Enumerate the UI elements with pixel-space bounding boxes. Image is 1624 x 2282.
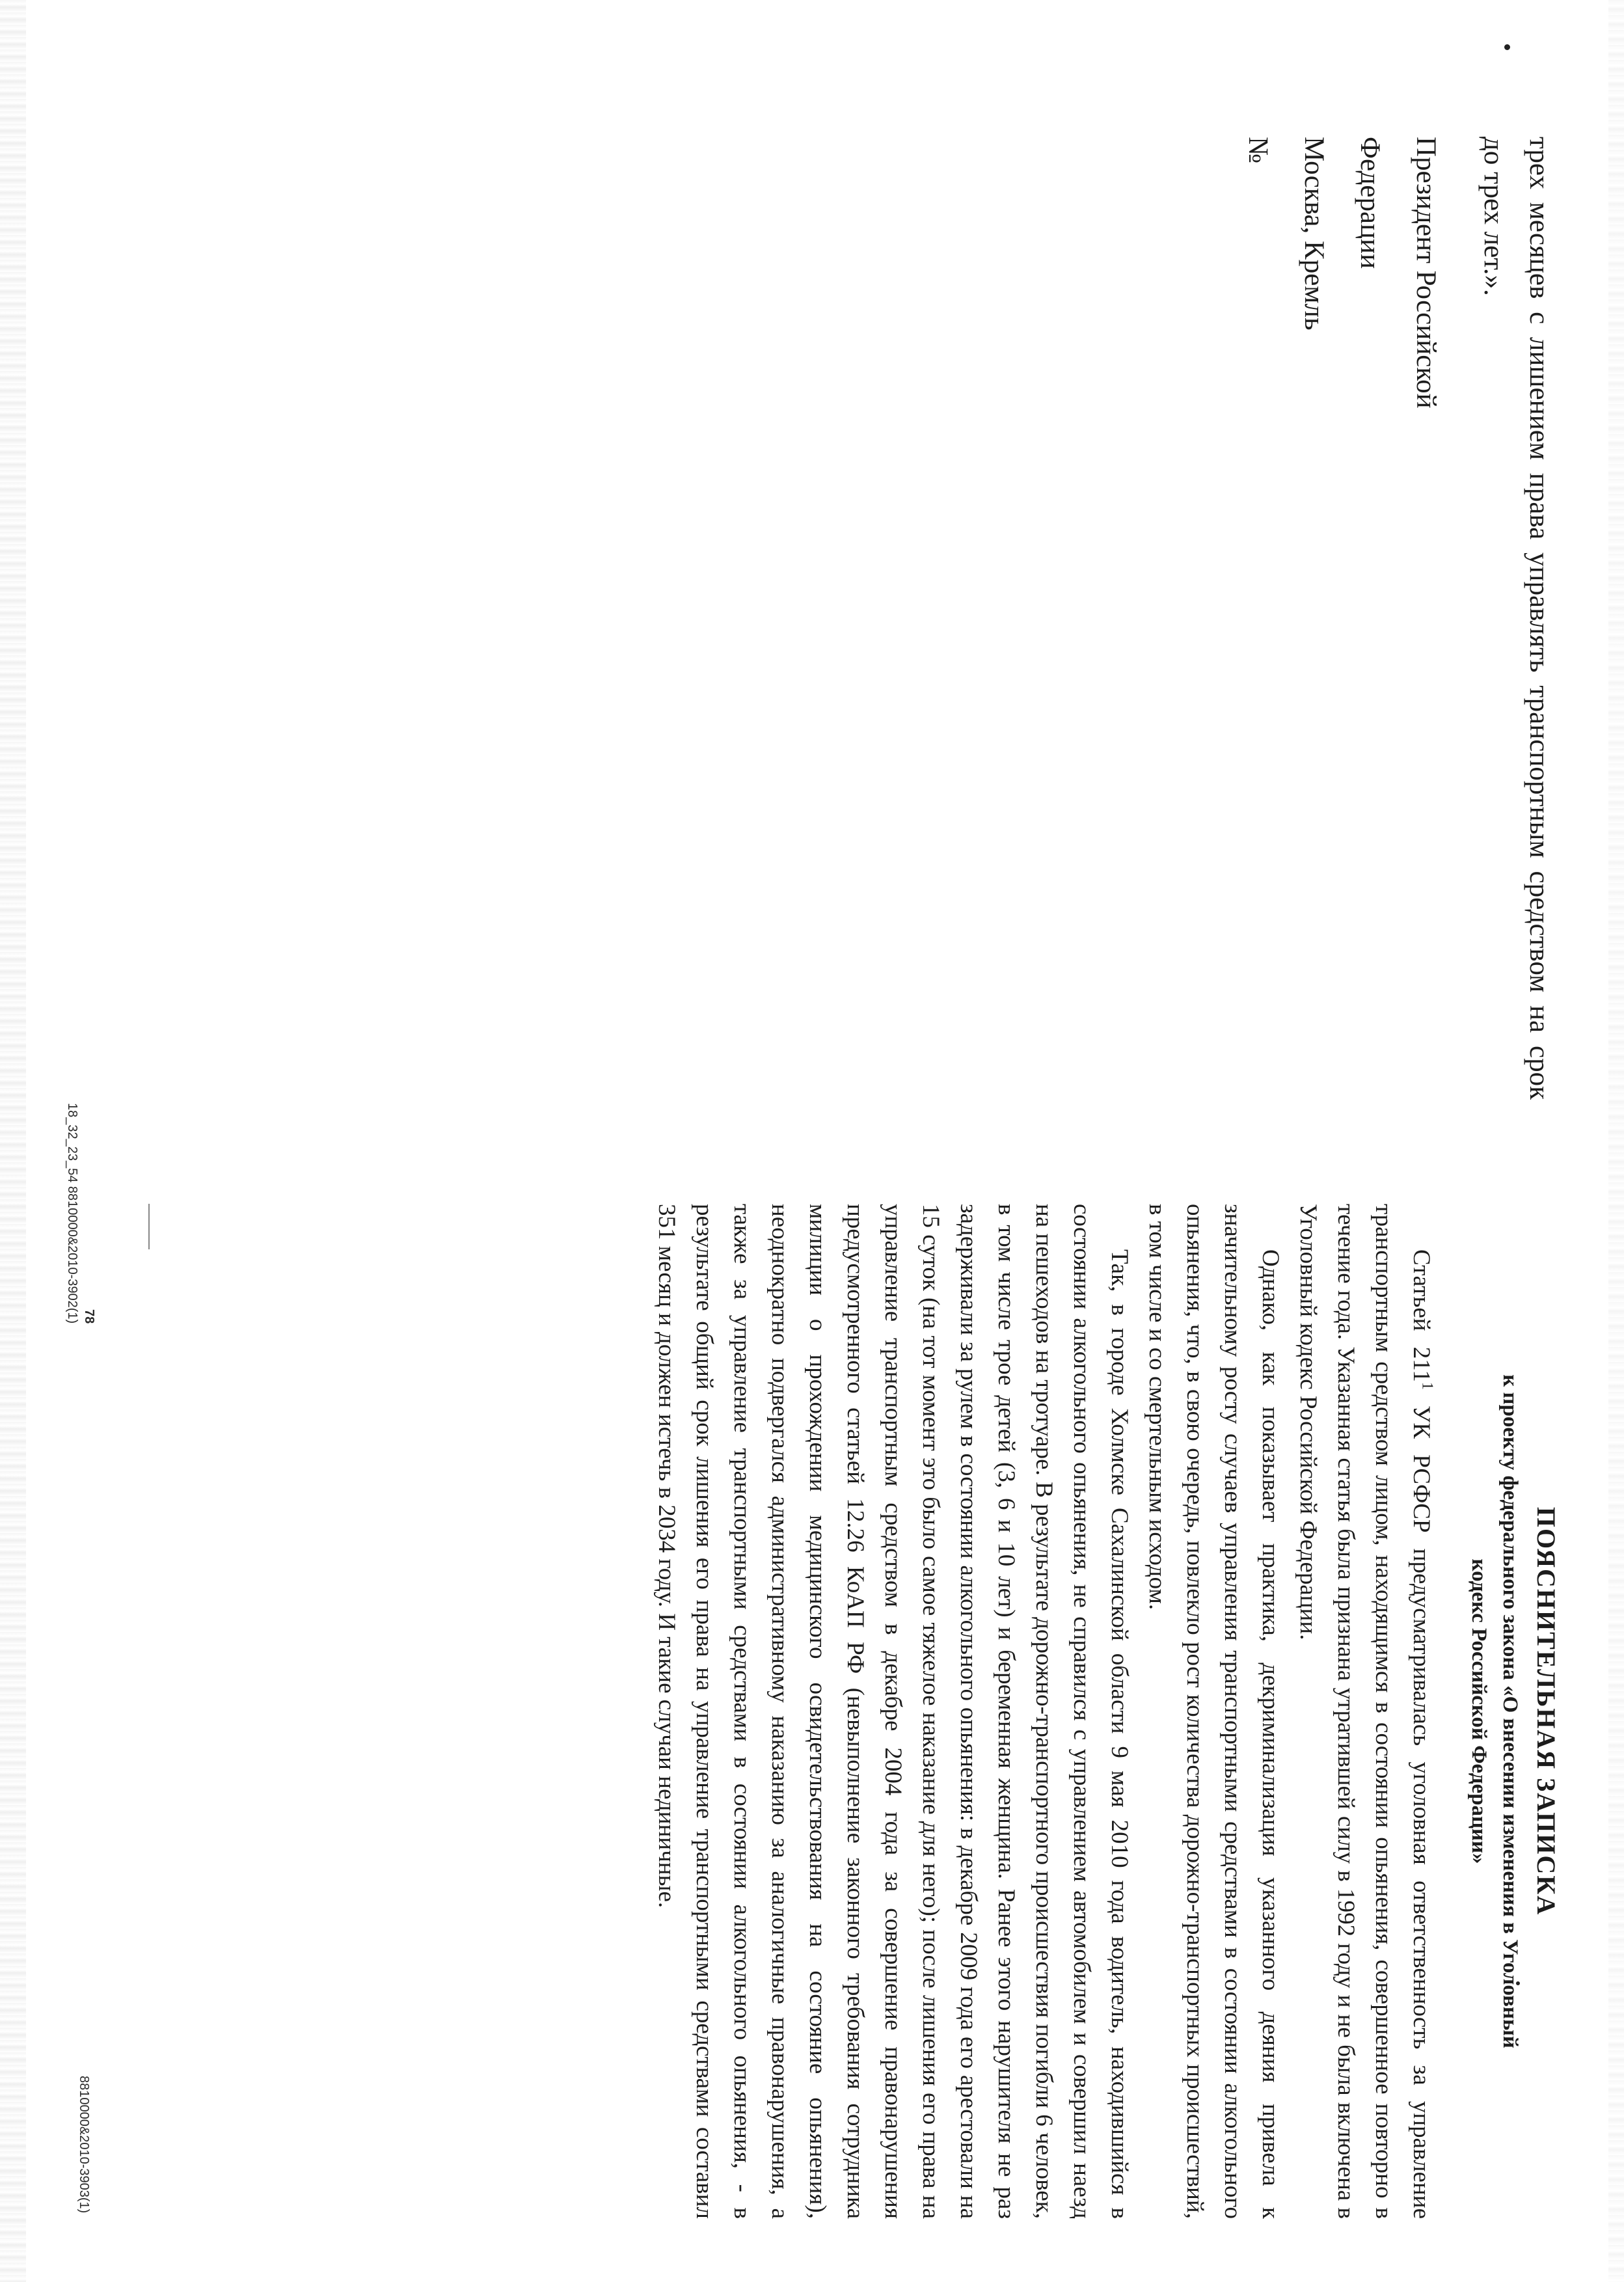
- note-subtitle-line-2: кодекс Российской Федерации»: [1467, 1558, 1491, 1864]
- signature-title-line-2: Федерации: [1355, 137, 1385, 269]
- scan-edge-noise-right: [1608, 0, 1624, 2282]
- signature-place: Москва, Кремль: [1299, 137, 1329, 331]
- pen-mark: [148, 1204, 150, 1249]
- p1-rest: УК РСФСР предусматривалась уголовная ответственность за управление транспортным средством лицом, находящимся в состоянии опьянения, совершенное повторно в течение года. Указанная статья была признана утратившей силу в 1992 году и не была включена в Уголовный кодекс Российской Федерации.: [1295, 1204, 1435, 2219]
- left-page-code: 18_32_23_54 8810000&2010-3902(1): [65, 1103, 79, 1324]
- signature-number-label: №: [1243, 137, 1273, 164]
- signature-title-line-1: Президент Российской: [1411, 137, 1441, 409]
- left-page-number: 78: [82, 1309, 96, 1324]
- note-paragraph-2: Однако, как показывает практика, декриминализация указанного деяния привела к значительному росту случаев управления транспортными средствами в состоянии алкогольного опьянения, что, в свою очередь, повлекло рост количества дорожно-транспортных происшествий, в том числе и со смертельным исходом.: [1144, 1204, 1284, 2219]
- signature-block: [1230, 137, 1454, 1100]
- p1-start: Статьей 211: [1408, 1249, 1435, 1382]
- draft-text-line-1: трех месяцев с лишением права управлять транспортным средством на срок: [1524, 137, 1554, 1100]
- note-paragraph-3: Так, в городе Холмске Сахалинской области 9 мая 2010 года водитель, находившийся в состоянии алкогольного опьянения, не справился с управлением автомобилем и совершил наезд на пешеходов на тротуаре. В результате дорожно-транспортного происшествия погибли 6 человек, в том числе трое детей (3, 6 и 10 лет) и беременная женщина. Ранее этого нарушителя не раз задерживали за рулем в состоянии алкогольного опьянения: в декабре 2009 года его арестовали на 15 суток (на тот момент это было самое тяжелое наказание для него); после лишения его права на управление транспортным средством в декабре 2004 года за совершение правонарушения предусмотренного статьей 12.26 КоАП РФ (невыполнение законного требования сотрудника милиции о прохождении медицинского освидетельствования на состояние опьянения), неоднократно подвергался административному наказанию за аналогичные правонарушения, а также за управление транспортными средствами в состоянии алкогольного опьянения, - в результате общий срок лишения его права на управление транспортными средствами составил 351 месяц и должен истечь в 2034 году. И такие случаи нединичные.: [653, 1204, 1133, 2219]
- note-paragraph-1: [1289, 1204, 1440, 2219]
- draft-text-line-2: до трех лет.».: [1478, 137, 1509, 296]
- p1-superscript: 1: [1418, 1381, 1436, 1390]
- note-subtitle-line-1: к проекту федерального закона «О внесении изменения в Уголовный: [1498, 1374, 1522, 2048]
- right-page-footer-code: 8810000&2010-3903(1): [77, 2076, 91, 2214]
- note-title: ПОЯСНИТЕЛЬНАЯ ЗАПИСКА: [1532, 1506, 1561, 1916]
- scan-edge-noise: [0, 0, 26, 2282]
- left-page-footer: [64, 1103, 98, 1324]
- law-draft-ending: [1230, 137, 1562, 1100]
- explanatory-note: [647, 1204, 1562, 2219]
- note-subtitle: [1463, 1204, 1526, 2219]
- rotated-document-page: [39, 39, 1588, 2251]
